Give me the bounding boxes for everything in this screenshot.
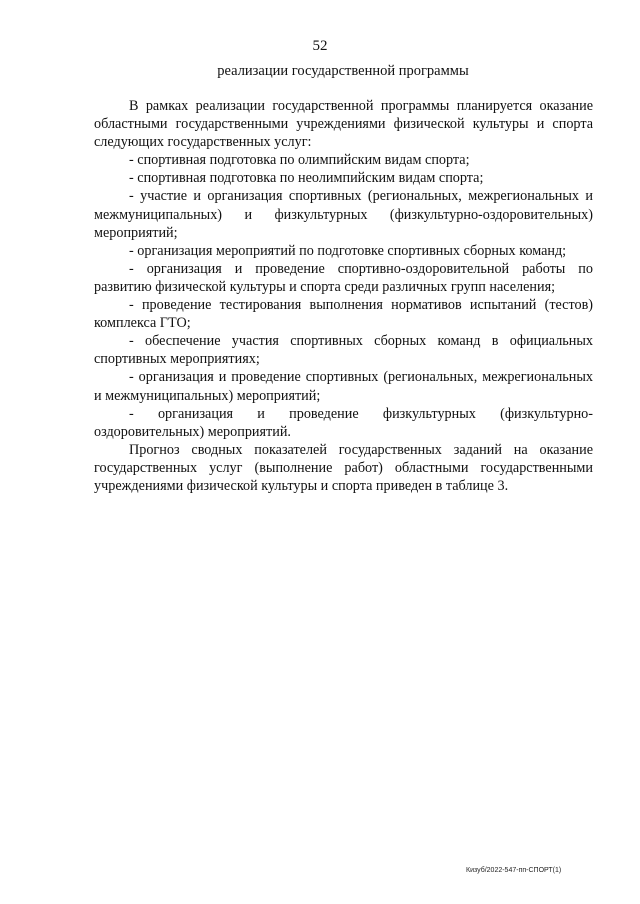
list-item: - спортивная подготовка по олимпийским видам спорта; xyxy=(129,152,470,169)
heading-continuation: реализации государственной программы xyxy=(217,63,469,79)
paragraph-forecast: Прогноз сводных показателей государственных заданий на оказание государственных услуг (выполнение работ) областными государственными учреждениями физической культуры и спорта приведен в таблице 3. xyxy=(94,441,593,494)
list-item: - проведение тестирования выполнения нормативов испытаний (тестов) комплекса ГТО; xyxy=(94,297,593,332)
list-item: - организация и проведение спортивных (региональных, межрегиональных и межмуниципальных) мероприятий; xyxy=(94,369,593,404)
list-item: - организация мероприятий по подготовке спортивных сборных команд; xyxy=(129,242,567,259)
document-code: Кизуб/2022-547-пп-СПОРТ(1) xyxy=(466,867,562,874)
page-number: 52 xyxy=(312,38,328,54)
list-item: - спортивная подготовка по неолимпийским видам спорта; xyxy=(129,170,484,187)
list-item: - участие и организация спортивных (региональных, межрегиональных и межмуниципальных) и физкультурных (физкультурно-оздоровительных) мероприятий; xyxy=(94,188,593,241)
paragraph-intro: В рамках реализации государственной программы планируется оказание областными государственными учреждениями физической культуры и спорта следующих государственных услуг: xyxy=(94,98,593,151)
list-item: - обеспечение участия спортивных сборных команд в официальных спортивных мероприятиях; xyxy=(94,333,593,368)
list-item: - организация и проведение спортивно-оздоровительной работы по развитию физической культуры и спорта среди различных групп населения; xyxy=(94,260,593,295)
document-body xyxy=(94,97,593,495)
list-item: - организация и проведение физкультурных (физкультурно-оздоровительных) мероприятий. xyxy=(94,405,593,440)
